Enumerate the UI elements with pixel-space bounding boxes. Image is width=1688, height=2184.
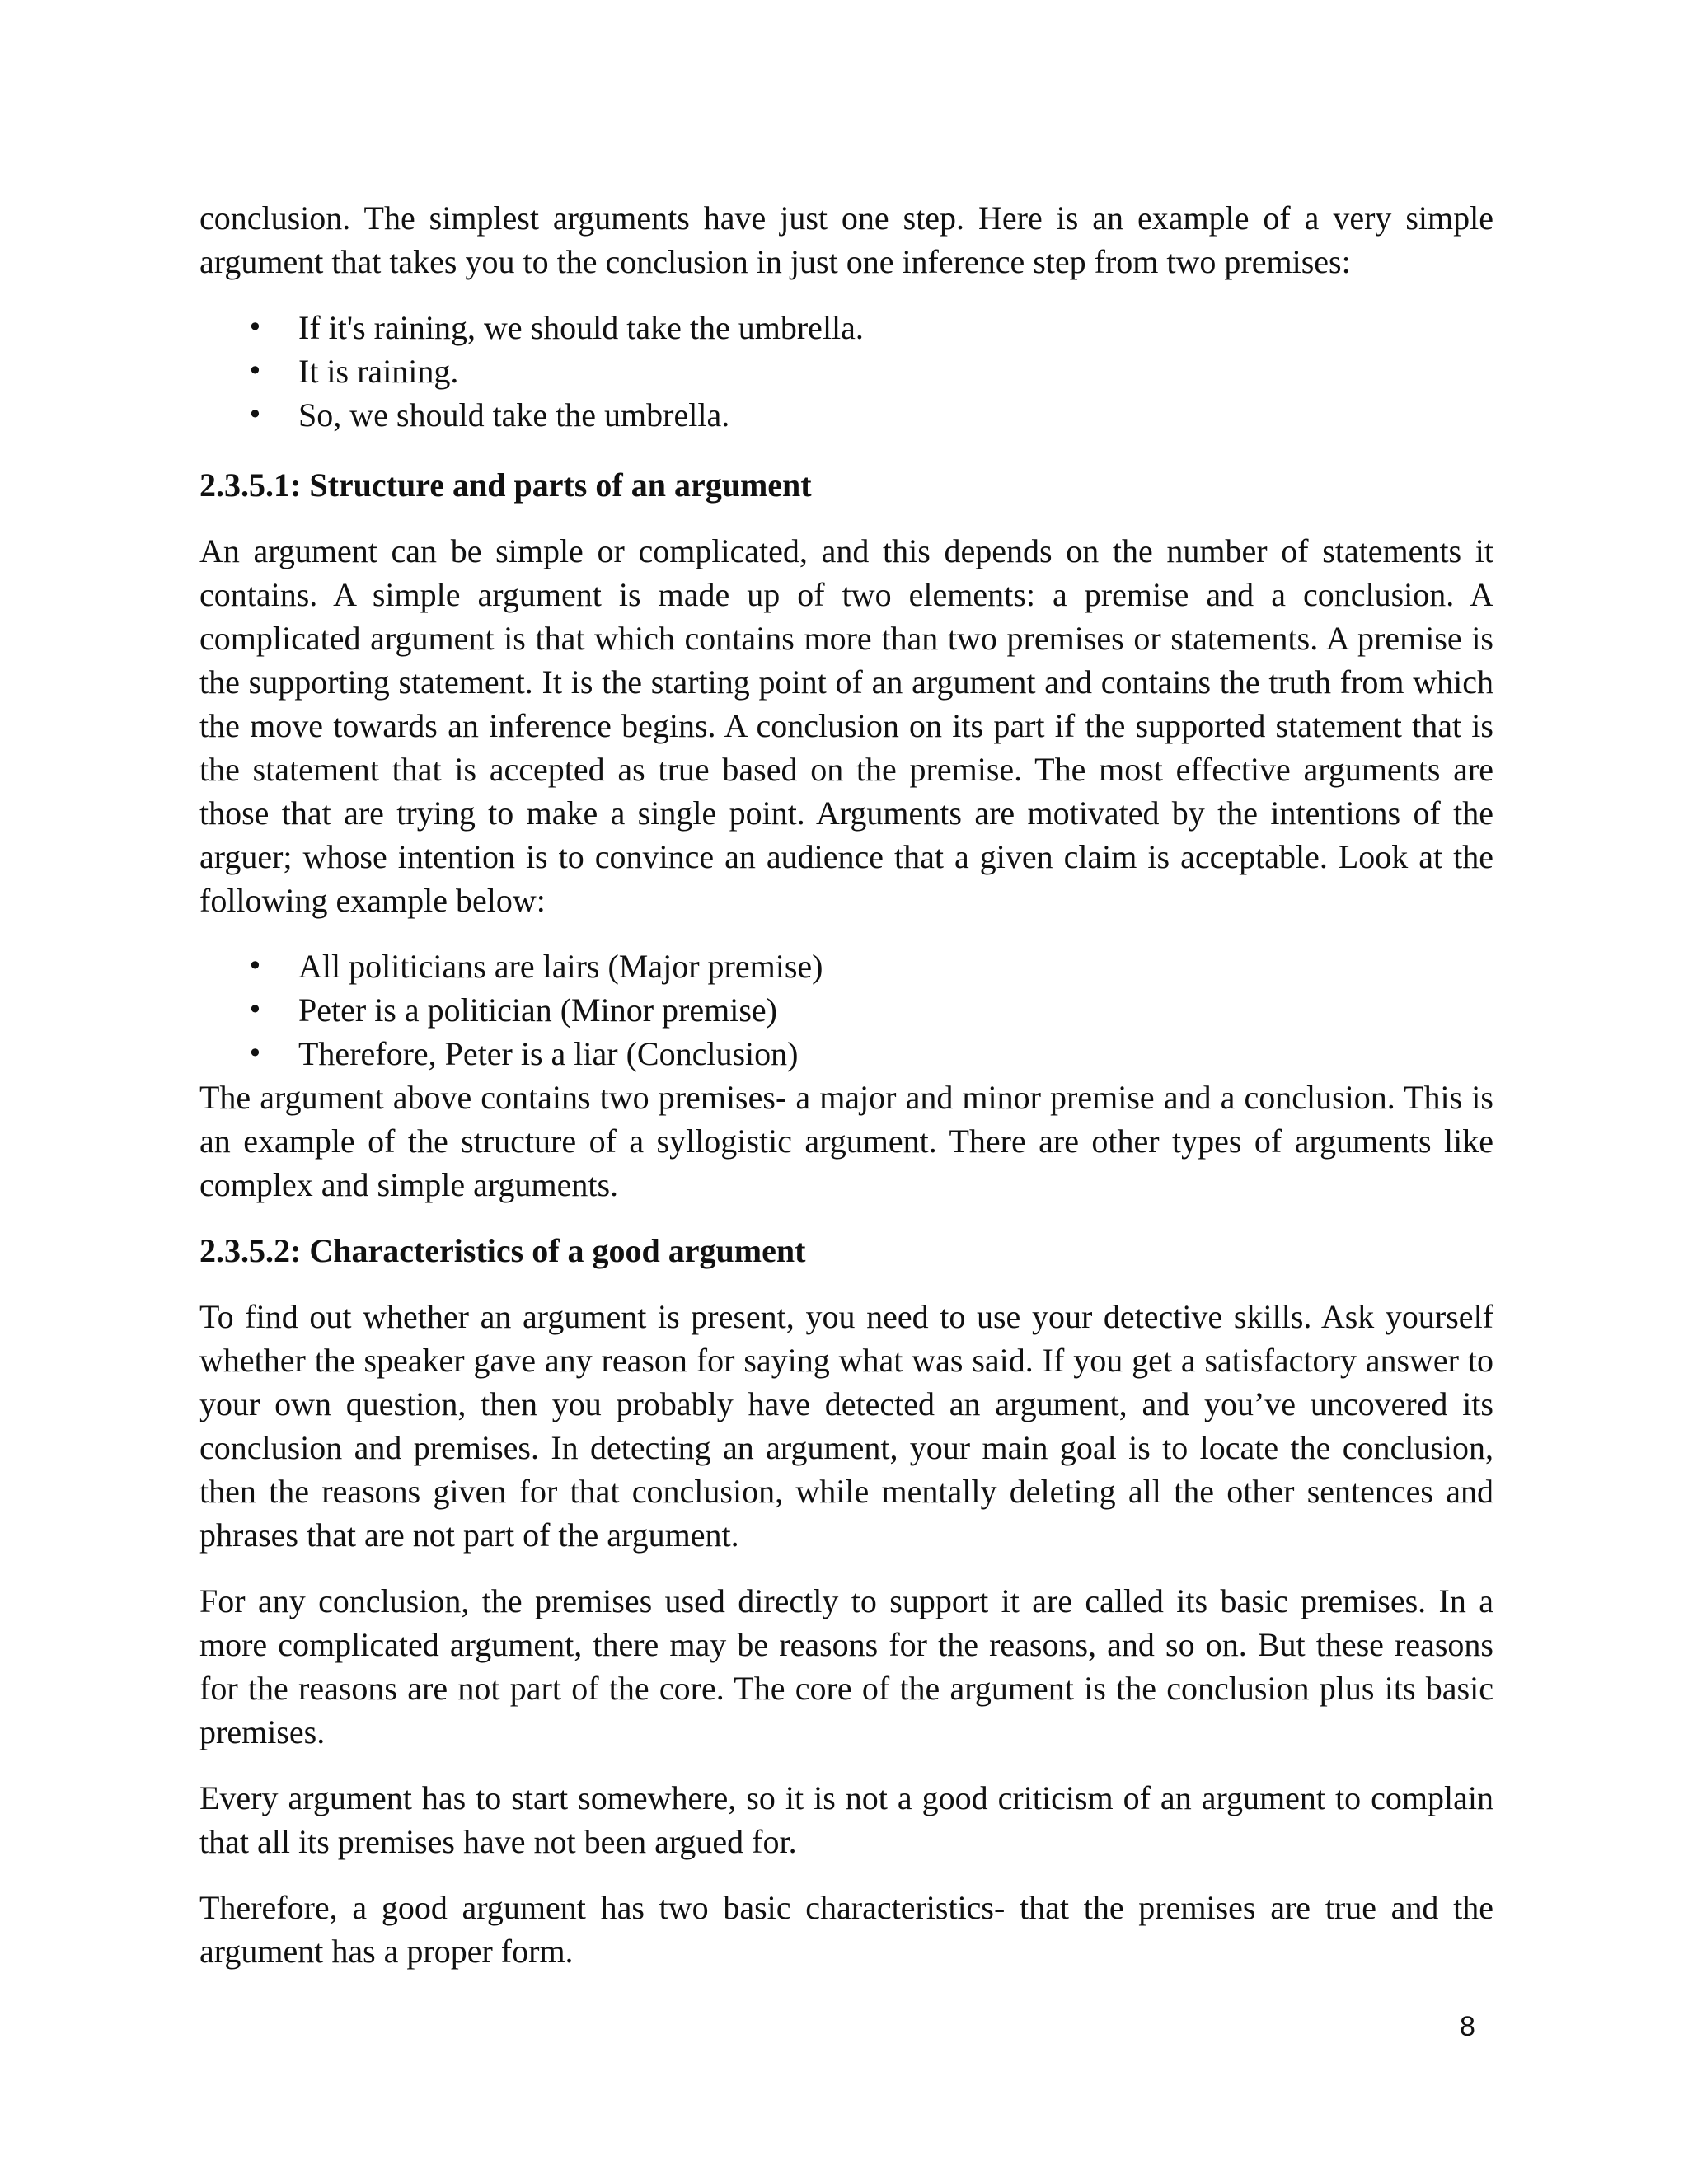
document-page: [199, 196, 1493, 1973]
bullet-icon: •: [247, 312, 263, 343]
list-item: • All politicians are lairs (Major premise): [199, 944, 1493, 988]
basic-premises-paragraph: For any conclusion, the premises used directly to support it are called its basic premises. In a more complicated argument, there may be reasons for the reasons, and so on. But these reasons for the reasons are not part of the core. The core of the argument is the conclusion plus its basic premises.: [199, 1582, 1493, 1750]
section-heading-structure: 2.3.5.1: Structure and parts of an argument: [199, 466, 812, 504]
intro-paragraph: conclusion. The simplest arguments have just one step. Here is an example of a very simple argument that takes you to the conclusion in just one inference step from two premises:: [199, 199, 1493, 280]
bullet-icon: •: [247, 399, 263, 430]
page-number: 8: [1460, 2011, 1475, 2042]
structure-paragraph: An argument can be simple or complicated, and this depends on the number of statements it contains. A simple argument is made up of two elements: a premise and a conclusion. A complicated argument is that which contains more than two premises or statements. A premise is the supporting statement. It is the starting point of an argument and contains the truth from which the move towards an inference begins. A conclusion on its part if the supported statement that is the statement that is accepted as true based on the premise. The most effective arguments are those that are trying to make a single point. Arguments are motivated by the intentions of the arguer; whose intention is to convince an audience that a given claim is acceptable. Look at the following example below:: [199, 532, 1493, 919]
list-item: • If it's raining, we should take the umbrella.: [199, 306, 1493, 349]
list-item: • Therefore, Peter is a liar (Conclusion): [199, 1032, 1493, 1076]
list-item: • It is raining.: [199, 349, 1493, 393]
syllogism-example-list: [199, 944, 1493, 1076]
umbrella-example-list: [199, 306, 1493, 437]
bullet-icon: •: [247, 950, 263, 982]
bullet-icon: •: [247, 994, 263, 1025]
detect-argument-paragraph: To find out whether an argument is present, you need to use your detective skills. Ask yourself whether the speaker gave any reason for saying what was said. If you get a satisfactory answer to your own question, then you probably have detected an argument, and you’ve uncovered its conclusion and premises. In detecting an argument, your main goal is to locate the conclusion, then the reasons given for that conclusion, while mentally deleting all the other sentences and phrases that are not part of the argument.: [199, 1298, 1493, 1554]
bullet-icon: •: [247, 355, 263, 387]
list-item: • Peter is a politician (Minor premise): [199, 988, 1493, 1032]
syllogism-explanation-paragraph: The argument above contains two premises- a major and minor premise and a conclusion. This is an example of the structure of a syllogistic argument. There are other types of arguments like complex and simple arguments.: [199, 1079, 1493, 1203]
conclusion-paragraph: Therefore, a good argument has two basic characteristics- that the premises are true and the argument has a proper form.: [199, 1889, 1493, 1970]
start-somewhere-paragraph: Every argument has to start somewhere, so it is not a good criticism of an argument to complain that all its premises have not been argued for.: [199, 1779, 1493, 1860]
section-heading-characteristics: 2.3.5.2: Characteristics of a good argument: [199, 1232, 806, 1269]
list-item: • So, we should take the umbrella.: [199, 393, 1493, 437]
bullet-icon: •: [247, 1038, 263, 1069]
